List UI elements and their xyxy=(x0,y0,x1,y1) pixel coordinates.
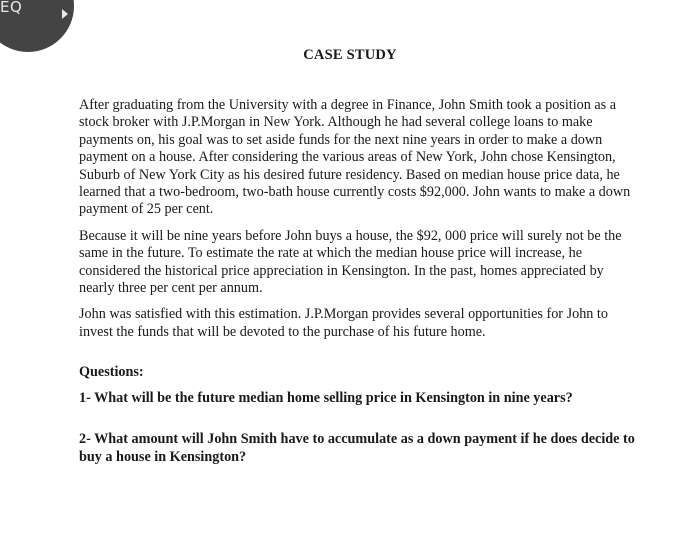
document-body xyxy=(79,97,639,490)
question-1: 1- What will be the future median home selling price in Kensington in nine years? xyxy=(79,389,573,406)
document-title: CASE STUDY xyxy=(303,47,397,63)
play-icon xyxy=(62,9,68,19)
questions-heading: Questions: xyxy=(79,364,144,381)
paragraph-appreciation: Because it will be nine years before John buys a house, the $92, 000 price will surely not be the same in the future. To estimate the rate at which the median house price will increase, he considered the historical price appreciation in Kensington. In the past, homes appreciated by nearly three per cent per annum. xyxy=(79,227,622,297)
question-2: 2- What amount will John Smith have to accumulate as a down payment if he does decide to buy a house in Kensington? xyxy=(79,431,635,465)
eq-badge[interactable] xyxy=(0,0,74,52)
paragraph-intro: After graduating from the University with a degree in Finance, John Smith took a position as a stock broker with J.P.Morgan in New York. Although he had several college loans to make payments on, his goal was to set aside funds for the next nine years in order to make a down payment on a house. After considering the various areas of New York, John chose Kensington, Suburb of New York City as his desired future residency. Based on median house price data, he learned that a two-bedroom, two-bath house currently costs $92,000. John wants to make a down payment of 25 per cent. xyxy=(79,97,631,218)
badge-label: EQ xyxy=(0,0,23,16)
paragraph-investment: John was satisfied with this estimation. J.P.Morgan provides several opportunities for John to invest the funds that will be devoted to the purchase of his future home. xyxy=(79,306,608,340)
